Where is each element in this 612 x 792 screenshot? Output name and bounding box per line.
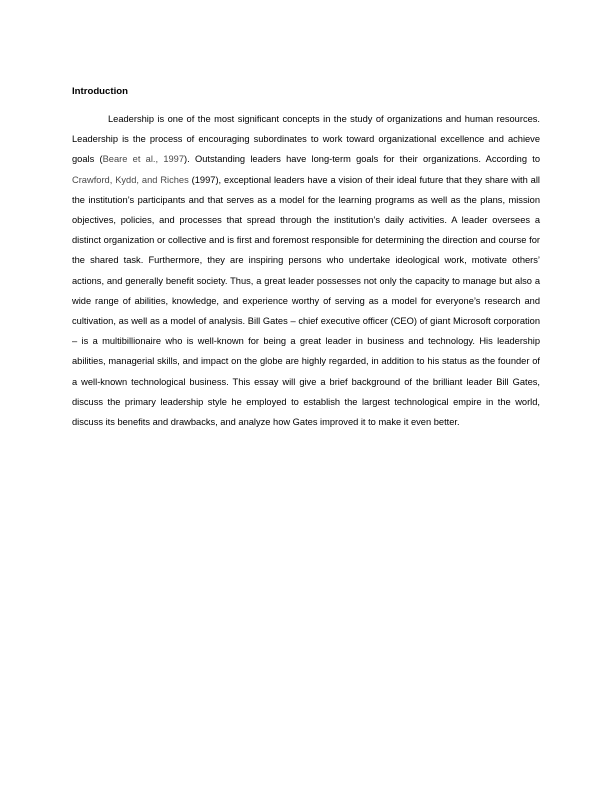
- citation-crawford-kydd-riches: Crawford, Kydd, and Riches: [72, 174, 189, 185]
- paragraph-text-part-2: ). Outstanding leaders have long-term goals for their organizations. According to: [184, 154, 541, 165]
- paragraph-text-part-3: (1997), exceptional leaders have a vision of their ideal future that they share with all the institution’s participants and that serves as a model for the learning programs as well as the plans, mission objectives, policies, and processes that spread through the institution’s daily activities. A leader oversees a distinct organization or collective and is first and foremost responsible for determining the direction and course for the shared task. Furthermore, they are inspiring persons who undertake ideological work, motivate others’ actions, and generally benefit society. Thus, a great leader possesses not only the capacity to manage but also a wide range of abilities, knowledge, and experience worthy of serving as a model for everyone’s research and cultivation, as well as a model of analysis. Bill Gates – chief executive officer (CEO) of giant Microsoft corporation – is a multibillionaire who is well-known for being a great leader in business and technology. His leadership abilities, managerial skills, and impact on the globe are highly regarded, in addition to his status as the founder of a well-known technological business. This essay will give a brief background of the brilliant leader Bill Gates, discuss the primary leadership style he employed to establish the largest technological empire in the world, discuss its benefits and drawbacks, and analyze how Gates improved it to make it even better.: [72, 174, 540, 428]
- paragraph-text-part-1: Leadership is one of the most significant concepts in the study of organizations and human resources. Leadership is the process of encouraging subordinates to work toward organizational excellence and achieve goals (: [72, 114, 540, 165]
- introduction-paragraph: [72, 109, 540, 432]
- section-heading-introduction: Introduction: [72, 86, 128, 97]
- document-body: [72, 84, 540, 432]
- citation-beare-1997: Beare et al., 1997: [102, 154, 185, 165]
